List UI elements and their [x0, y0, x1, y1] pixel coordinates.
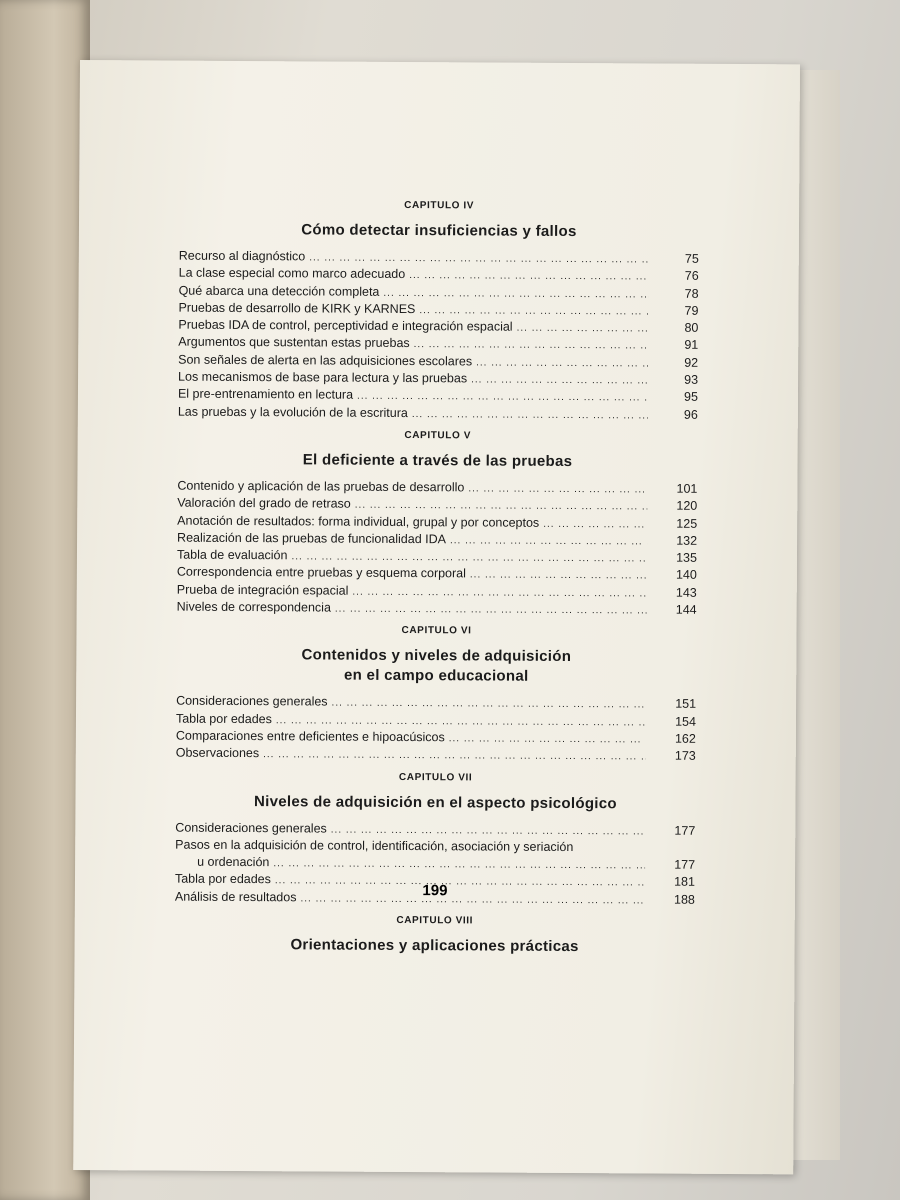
chapter-title [176, 645, 696, 688]
chapter-title-line: Cómo detectar insuficiencias y fallos [301, 221, 577, 241]
toc-entry-page: 96 [683, 407, 698, 422]
chapter-label: CAPITULO IV [404, 199, 475, 212]
toc-entry-page: 135 [676, 550, 698, 565]
chapter-label: CAPITULO VI [401, 625, 472, 637]
toc-entry-label: Pruebas de desarrollo de KIRK y KARNES [178, 300, 416, 316]
toc-entry-page: 132 [676, 533, 698, 548]
dot-leader [335, 601, 647, 620]
chapter-label: CAPITULO V [404, 429, 472, 442]
chapter-title [179, 220, 699, 243]
dot-leader [517, 320, 649, 338]
toc-entry-label: Comparaciones entre deficientes e hipoacúsicos [175, 728, 445, 745]
dot-leader [471, 371, 648, 389]
toc-entry-label: Pasos en la adquisición de control, identificación, asociación y seriación [175, 837, 574, 854]
toc-entry-label: Pruebas IDA de control, perceptividad e integración espacial [178, 317, 513, 334]
toc-entry-page: 177 [674, 857, 696, 872]
toc-entry-page: 101 [676, 481, 698, 496]
toc-entry [176, 745, 696, 765]
dot-leader [352, 583, 646, 602]
table-of-contents [174, 191, 699, 966]
toc-entry-page: 181 [674, 875, 696, 890]
toc-entry-page: 143 [675, 585, 697, 600]
dot-leader [412, 406, 648, 425]
toc-entry-label: Anotación de resultados: forma individual, grupal y por conceptos [177, 513, 540, 530]
toc-entry-label: u ordenación [197, 854, 270, 870]
toc-entry-page: 92 [684, 355, 699, 370]
toc-entry-label: La clase especial como marco adecuado [178, 265, 406, 282]
dot-leader [263, 746, 646, 766]
chapter-title-line: El deficiente a través de las pruebas [302, 451, 573, 470]
toc-entry [178, 403, 698, 423]
chapter-label: CAPITULO VIII [396, 914, 474, 927]
toc-entry-page: 154 [675, 714, 697, 729]
chapter-title [177, 450, 697, 473]
dot-leader [476, 354, 648, 372]
toc-entry-page: 162 [674, 731, 696, 746]
chapter-label: CAPITULO VII [398, 771, 473, 783]
toc-entry-label: Consideraciones generales [176, 693, 328, 709]
toc-entry-page: 140 [675, 568, 697, 583]
toc-entry-page: 144 [675, 602, 697, 617]
dot-leader [332, 695, 647, 714]
dot-leader [273, 855, 645, 875]
toc-entry-page: 95 [684, 390, 698, 405]
dot-leader [468, 480, 647, 498]
toc-entry-label: Tabla de evaluación [176, 547, 288, 563]
dot-leader [383, 284, 648, 303]
toc-entry-page: 177 [674, 823, 696, 838]
toc-entry-label: Los mecanismos de base para lectura y las pruebas [178, 369, 468, 386]
toc-entry-page: 76 [684, 268, 699, 284]
toc-entry-label: Valoración del grado de retraso [177, 495, 351, 511]
toc-entry-page: 125 [676, 516, 698, 531]
toc-entry-label: Son señales de alerta en las adquisiciones escolares [178, 352, 473, 369]
toc-entry-label: Correspondencia entre pruebas y esquema corporal [176, 565, 466, 581]
toc-entry-label: Niveles de correspondencia [176, 599, 331, 615]
toc-entry-label: Recurso al diagnóstico [178, 248, 306, 264]
toc-entry-label: Qué abarca una detección completa [178, 283, 380, 299]
dot-leader [449, 730, 646, 749]
chapter-title-line: en el campo educacional [343, 666, 529, 686]
dot-leader [409, 267, 649, 286]
chapter-title-line: Contenidos y niveles de adquisición [301, 646, 572, 666]
toc-entry-label: Consideraciones generales [175, 820, 327, 836]
chapter-title-line: Niveles de adquisición en el aspecto psicológico [254, 792, 617, 812]
dot-leader [470, 567, 647, 585]
toc-entry-page: 78 [684, 286, 699, 301]
toc-entry-label: Las pruebas y la evolución de la escritura [177, 404, 408, 420]
book-page [73, 60, 800, 1174]
chapter-title [175, 935, 695, 958]
toc-entry-label: El pre-entrenamiento en lectura [177, 386, 354, 403]
toc-entry-page: 75 [684, 251, 699, 266]
toc-entry-page: 173 [674, 748, 696, 764]
toc-entry-label: Análisis de resultados [174, 889, 297, 905]
chapter-title [175, 791, 695, 814]
toc-entry-label: Realización de las pruebas de funcionalidad IDA [177, 530, 447, 547]
dot-leader [450, 532, 647, 551]
toc-entry-label: Tabla por edades [174, 872, 271, 887]
toc-entry-label: Argumentos que sustentan estas pruebas [178, 335, 410, 351]
toc-entry-page: 79 [684, 303, 699, 318]
toc-entry-page: 80 [684, 320, 699, 335]
toc-entry-label: Contenido y aplicación de las pruebas de desarrollo [177, 478, 465, 495]
toc-entry-page: 151 [675, 696, 697, 712]
dot-leader [543, 515, 647, 533]
toc-entry-page: 188 [673, 892, 695, 907]
toc-entry-label: Prueba de integración espacial [176, 582, 349, 598]
page-number: 199 [422, 882, 448, 900]
toc-entry [177, 599, 697, 619]
chapter-title-line: Orientaciones y aplicaciones prácticas [290, 936, 579, 956]
toc-entry-page: 91 [684, 338, 699, 353]
toc-entry-page: 120 [676, 498, 698, 514]
toc-entry-page: 93 [684, 372, 699, 387]
toc-entry-label: Tabla por edades [175, 711, 272, 726]
toc-entry-label: Observaciones [175, 745, 260, 761]
library-stamp [800, 610, 840, 1010]
